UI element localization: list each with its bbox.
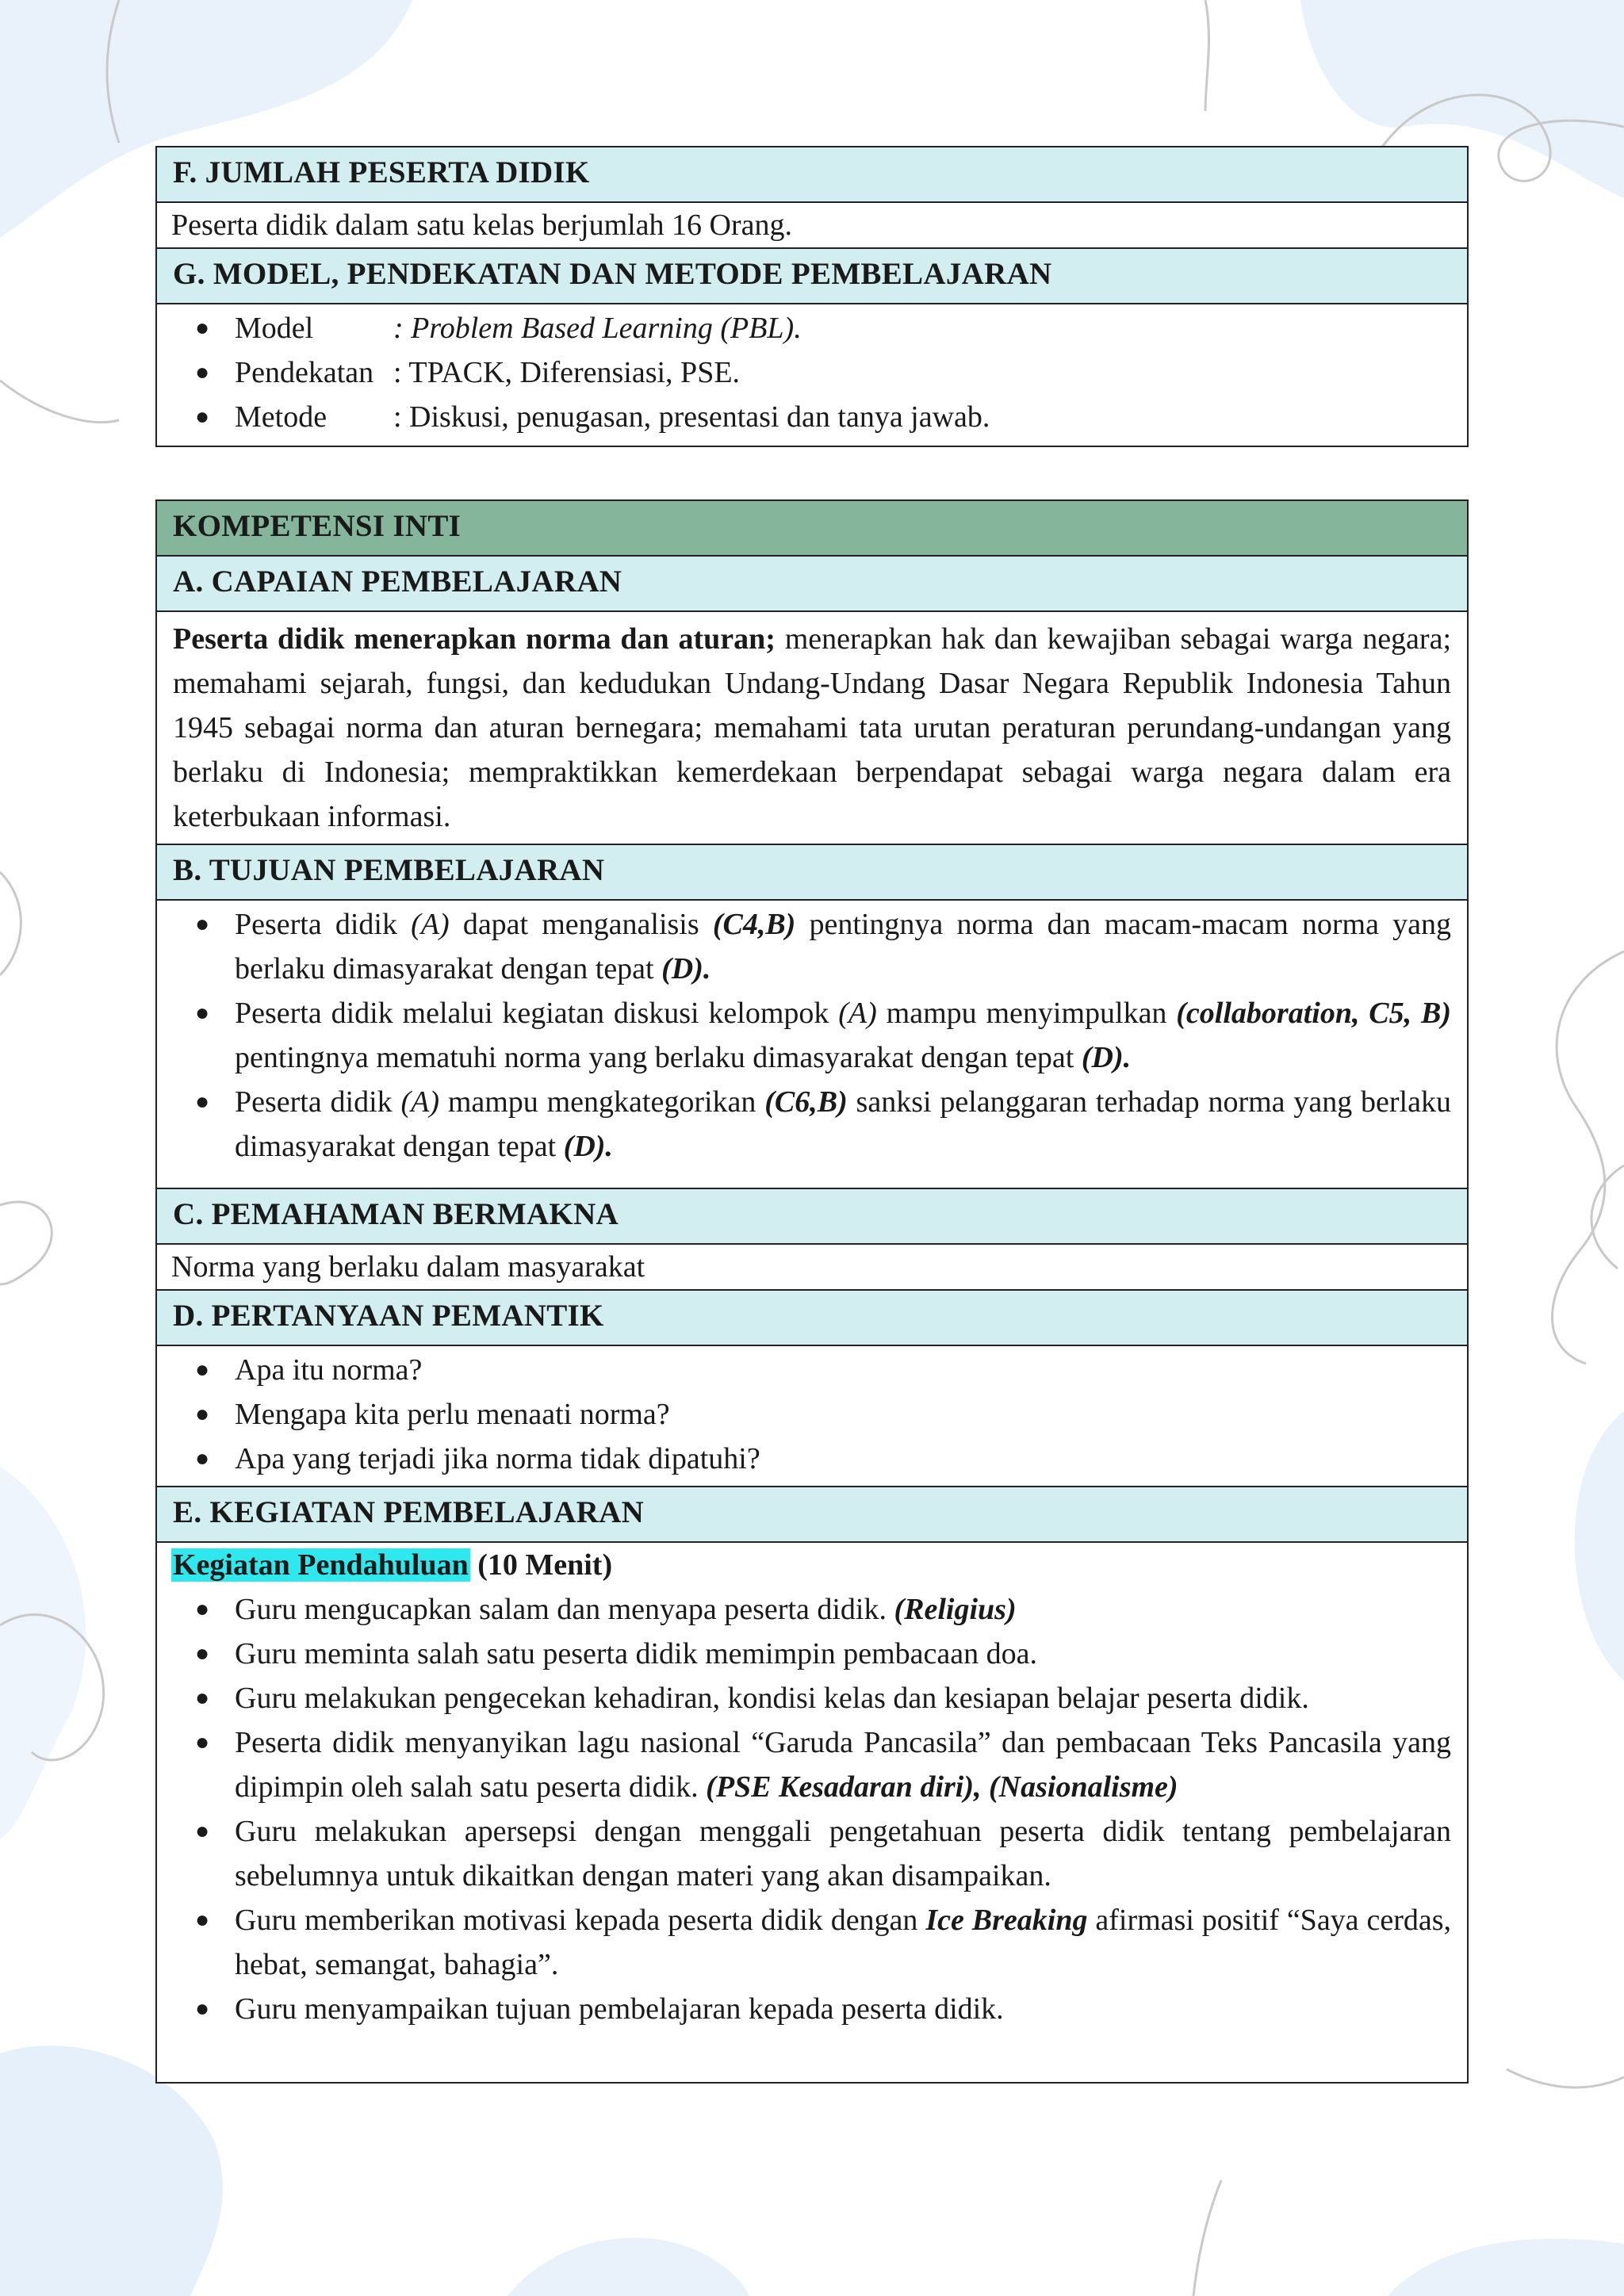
bullet-icon: ● <box>195 1996 210 2022</box>
section-a-text: menerapkan hak dan kewajiban sebagai warga negara; memahami sejarah, fungsi, dan kedudukan Undang-Undang Dasar Negara Republik Indonesia Tahun 1945 sebagai norma dan aturan bernegara; memahami tata urutan peraturan perundang-undangan yang berlaku di Indonesia; mempraktikkan kemerdekaan berpendapat sebagai warga negara dalam era keterbukaan informasi. <box>173 622 1452 833</box>
bullet-icon: ● <box>195 1596 210 1622</box>
activity-text: Guru mengucapkan salam dan menyapa peserta didik. <box>235 1593 894 1626</box>
section-d-header: D. PERTANYAAN PEMANTIK <box>157 1291 1467 1346</box>
activity-text: Peserta didik menyanyikan lagu nasional “Garuda Pancasila” dan pembacaan Teks Pancasila yang dipimpin oleh salah satu peserta didik. <box>235 1726 1451 1804</box>
section-a-body <box>157 612 1467 845</box>
question-text: Apa itu norma? <box>235 1353 423 1387</box>
activity-value-tag: (PSE Kesadaran diri), (Nasionalisme) <box>706 1770 1178 1804</box>
highlighted-subheading: Kegiatan Pendahuluan <box>173 1548 469 1582</box>
question-text: Apa yang terjadi jika norma tidak dipatuhi? <box>235 1442 760 1475</box>
list-item <box>195 1392 1453 1437</box>
activity-subheading <box>171 1543 1453 1587</box>
bullet-icon: ● <box>195 1401 210 1427</box>
objective-text: mampu menyimpulkan <box>876 997 1177 1030</box>
objective-text: mampu mengkategorikan <box>439 1085 765 1119</box>
item-value: : Problem Based Learning (PBL). <box>393 312 802 345</box>
objective-text: Peserta didik melalui kegiatan diskusi kelompok <box>235 997 839 1030</box>
activity-emphasis: Ice Breaking <box>925 1904 1088 1937</box>
objective-code: (A) <box>838 997 877 1030</box>
section-f-header: F. JUMLAH PESERTA DIDIK <box>157 147 1467 203</box>
activity-text: Guru memberikan motivasi kepada peserta didik dengan <box>235 1904 926 1937</box>
section-a-lead: Peserta didik menerapkan norma dan aturan; <box>173 622 776 656</box>
section-b-header: B. TUJUAN PEMBELAJARAN <box>157 845 1467 901</box>
bullet-icon: ● <box>195 1000 210 1026</box>
bullet-icon: ● <box>195 1818 210 1844</box>
list-item <box>195 1898 1453 1987</box>
bullet-icon: ● <box>195 1445 210 1471</box>
objective-code: (C6,B) <box>764 1085 848 1119</box>
section-f-text: Peserta didik dalam satu kelas berjumlah 16 Orang. <box>171 209 793 242</box>
list-item <box>195 350 1453 395</box>
list-item <box>195 1632 1453 1676</box>
list-item <box>195 1587 1453 1632</box>
bullet-icon: ● <box>195 359 210 385</box>
objective-text: pentingnya mematuhi norma yang berlaku dimasyarakat dengan tepat <box>235 1041 1082 1074</box>
section-f-body <box>157 203 1467 249</box>
objective-text: Peserta didik <box>235 1085 401 1119</box>
activity-text: Guru menyampaikan tujuan pembelajaran kepada peserta didik. <box>235 1992 1004 2026</box>
item-label: Model <box>235 312 314 345</box>
section-c-header: C. PEMAHAMAN BERMAKNA <box>157 1189 1467 1245</box>
section-g-header: G. MODEL, PENDEKATAN DAN METODE PEMBELAJARAN <box>157 249 1467 304</box>
list-item <box>195 395 1453 439</box>
objective-code: (D). <box>661 952 711 985</box>
list-item <box>195 1676 1453 1720</box>
objective-text: Peserta didik <box>235 908 412 941</box>
question-text: Mengapa kita perlu menaati norma? <box>235 1398 670 1431</box>
activities-list <box>171 1587 1453 2031</box>
objectives-list <box>171 902 1453 1169</box>
method-list <box>171 306 1453 439</box>
objective-text: pentingnya norma dan macam-macam norma yang berlaku dimasyarakat dengan tepat <box>235 908 1451 985</box>
activity-text: afirmasi positif “Saya cerdas, hebat, semangat, bahagia”. <box>235 1904 1452 1981</box>
objective-code: (C4,B) <box>712 908 796 941</box>
list-item <box>195 902 1453 991</box>
item-label: Metode <box>235 400 327 434</box>
bullet-icon: ● <box>195 1729 210 1755</box>
bullet-icon: ● <box>195 404 210 430</box>
section-d-body <box>157 1346 1467 1487</box>
item-label: Pendekatan <box>235 356 374 389</box>
bullet-icon: ● <box>195 911 210 937</box>
section-e-body <box>157 1543 1467 2082</box>
item-value: : Diskusi, penugasan, presentasi dan tanya jawab. <box>393 400 990 434</box>
info-table <box>155 146 1469 447</box>
trigger-questions-list <box>171 1348 1453 1481</box>
bullet-icon: ● <box>195 1357 210 1383</box>
objective-code: (D). <box>1081 1041 1132 1074</box>
objective-code: (A) <box>411 908 450 941</box>
list-item <box>195 1348 1453 1392</box>
section-e-header: E. KEGIATAN PEMBELAJARAN <box>157 1487 1467 1543</box>
document-content <box>155 146 1469 2084</box>
bullet-icon: ● <box>195 1089 210 1115</box>
list-item <box>195 1080 1453 1169</box>
list-item <box>195 1437 1453 1481</box>
section-g-body <box>157 304 1467 446</box>
activity-value-tag: (Religius) <box>894 1593 1017 1626</box>
list-item <box>195 1720 1453 1809</box>
list-item <box>195 991 1453 1080</box>
activity-text: Guru melakukan apersepsi dengan menggali pengetahuan peserta didik tentang pembelajaran sebelumnya untuk dikaitkan dengan materi yang akan disampaikan. <box>235 1815 1451 1892</box>
section-a-header: A. CAPAIAN PEMBELAJARAN <box>157 557 1467 612</box>
objective-code: (D). <box>563 1130 613 1163</box>
section-b-body <box>157 901 1467 1189</box>
objective-code: (A) <box>400 1085 440 1119</box>
objective-text: dapat menganalisis <box>449 908 713 941</box>
list-item <box>195 1987 1453 2031</box>
subheading-duration: (10 Menit) <box>469 1548 613 1582</box>
bullet-icon: ● <box>195 1685 210 1711</box>
list-item <box>195 1809 1453 1898</box>
activity-text: Guru meminta salah satu peserta didik memimpin pembacaan doa. <box>235 1637 1037 1670</box>
item-value: : TPACK, Diferensiasi, PSE. <box>393 356 741 389</box>
section-c-text: Norma yang berlaku dalam masyarakat <box>171 1250 645 1284</box>
kompetensi-table <box>155 499 1469 2084</box>
section-c-body <box>157 1245 1467 1291</box>
activity-text: Guru melakukan pengecekan kehadiran, kondisi kelas dan kesiapan belajar peserta didik. <box>235 1682 1309 1715</box>
objective-text: sanksi pelanggaran terhadap norma yang berlaku dimasyarakat dengan tepat <box>235 1085 1451 1163</box>
bullet-icon: ● <box>195 1640 210 1667</box>
objective-code: (collaboration, C5, B) <box>1176 997 1451 1030</box>
bullet-icon: ● <box>195 315 210 341</box>
kompetensi-header: KOMPETENSI INTI <box>157 501 1467 557</box>
list-item <box>195 306 1453 350</box>
bullet-icon: ● <box>195 1907 210 1933</box>
